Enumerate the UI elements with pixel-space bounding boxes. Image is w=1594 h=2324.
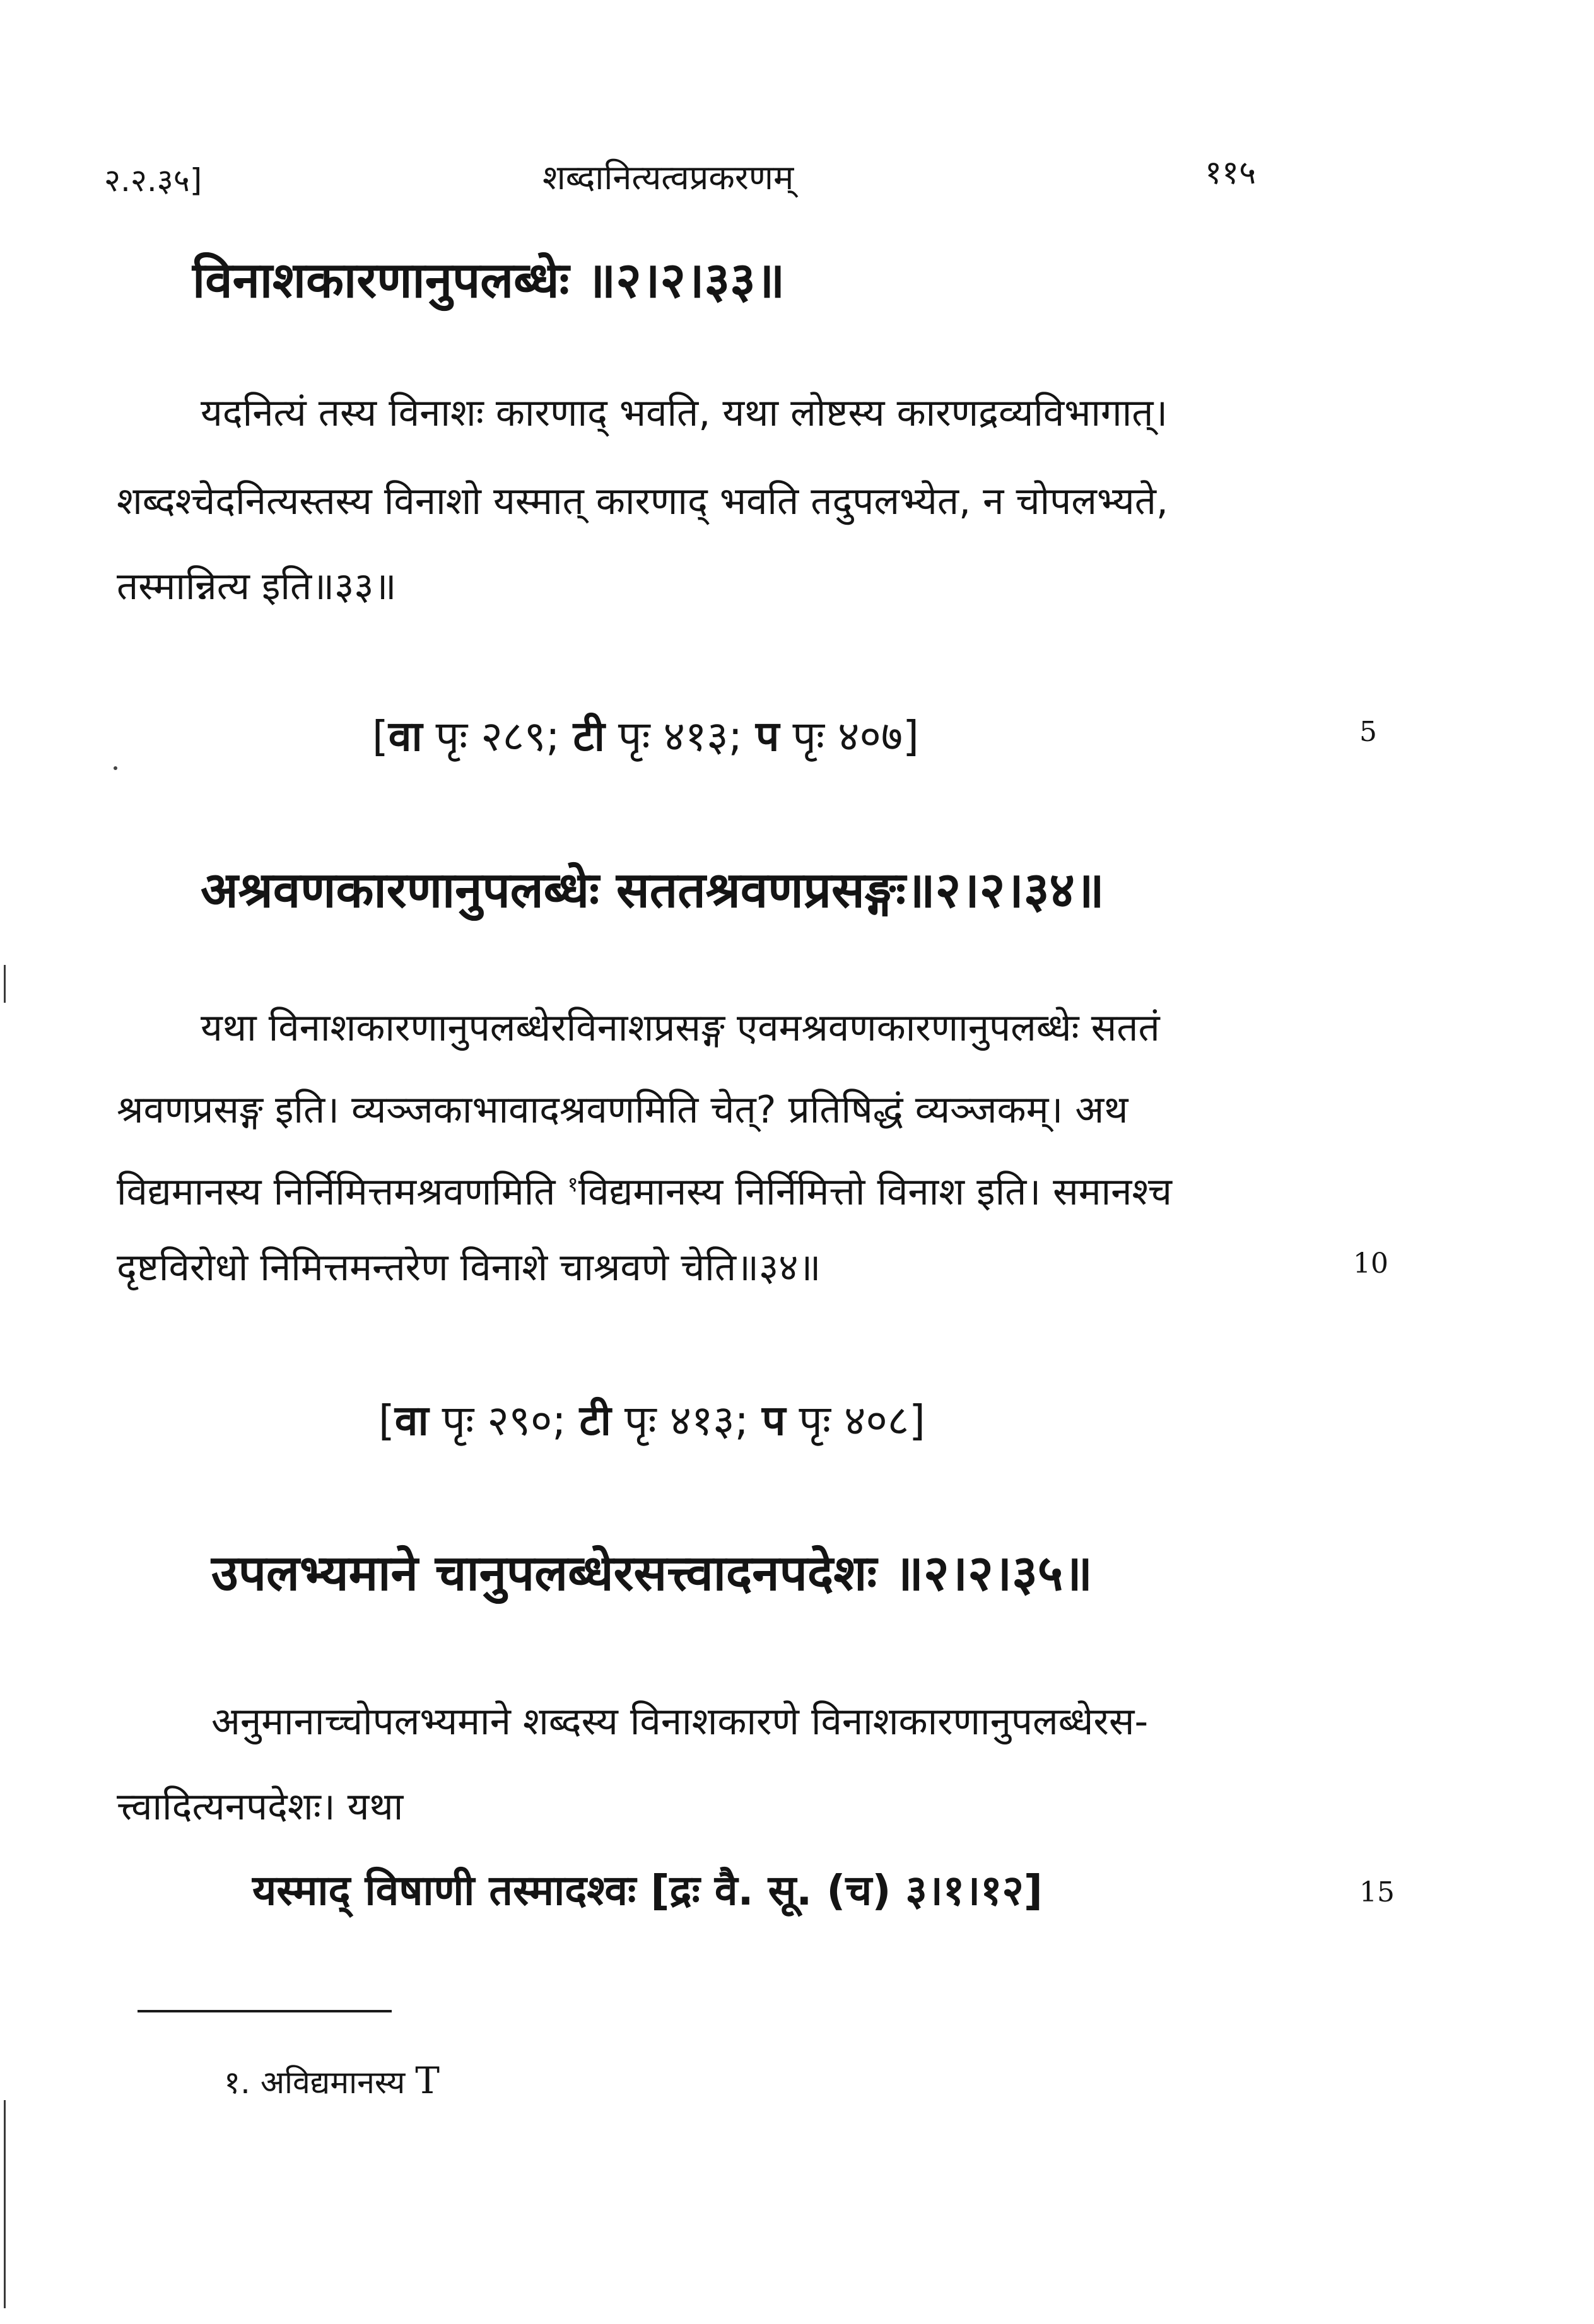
footnote-marker: १ (567, 1172, 578, 1196)
ref-ti-page: पृः ४१३; (611, 1396, 762, 1445)
ref-va-abbrev: वा (394, 1396, 429, 1445)
header-page-number: ११५ (1205, 154, 1257, 192)
commentary-34-line-4: दृष्टविरोधो निमित्तमन्तरेण विनाशे चाश्रवणे चेति॥३४॥ (117, 1246, 821, 1290)
footnote-1 (224, 2059, 440, 2103)
ref-va-page: पृः २९०; (428, 1396, 580, 1445)
ref-va-page: पृः २८९; (422, 712, 573, 761)
commentary-34-line-3 (117, 1170, 1173, 1214)
commentary-33-line-1: यदनित्यं तस्य विनाशः कारणाद् भवति, यथा लोष्टस्य कारणद्रव्यविभागात्। (201, 391, 1168, 435)
commentary-33-line-2: शब्दश्चेदनित्यस्तस्य विनाशो यस्मात् कारणाद् भवति तदुपलभ्येत, न चोपलभ्यते, (117, 479, 1168, 523)
ref-pa-abbrev: प (755, 712, 780, 761)
ref-va-abbrev: वा (388, 712, 423, 761)
ref-ti-page: पृः ४१३; (604, 712, 756, 761)
ref-pa-page: पृः ४०८ (785, 1396, 910, 1445)
ref-open-bracket: [ (372, 712, 389, 761)
footnote-source-siglum: T (415, 2059, 440, 2102)
line-number-15: 15 (1359, 1876, 1395, 1908)
commentary-34-line-3-part-a: विद्यमानस्य निर्निमित्तमश्रवणमिति (117, 1170, 568, 1214)
footnote-number: १. (224, 2064, 250, 2101)
cross-reference-34 (378, 1391, 925, 1447)
commentary-34-line-1: यथा विनाशकारणानुपलब्धेरविनाशप्रसङ्ग एवमश्रवणकारणानुपलब्धेः सततं (201, 1006, 1160, 1050)
ref-ti-abbrev: टी (573, 712, 605, 761)
header-chapter-title: शब्दानित्यत्वप्रकरणम् (542, 158, 794, 197)
ref-close-bracket: ] (903, 712, 919, 761)
sutra-35-heading: उपलभ्यमाने चानुपलब्धेरसत्त्वादनपदेशः ॥२।२।३५॥ (211, 1545, 1093, 1602)
commentary-34-line-3-part-b: विद्यमानस्य निर्निमित्तो विनाश इति। समानश्च (578, 1170, 1173, 1214)
ref-ti-abbrev: टी (579, 1396, 611, 1445)
header-section-number: २.२.३५] (104, 162, 202, 199)
ref-open-bracket: [ (378, 1396, 395, 1445)
scan-edge-mark (4, 965, 6, 1003)
line-number-10: 10 (1353, 1247, 1388, 1280)
line-number-5: 5 (1359, 716, 1377, 748)
commentary-35-line-2: त्त्वादित्यनपदेशः। यथा (117, 1785, 404, 1829)
sutra-34-heading: अश्रवणकारणानुपलब्धेः सततश्रवणप्रसङ्गः॥२।२।३४॥ (201, 862, 1105, 919)
commentary-33-line-3: तस्मान्नित्य इति॥३३॥ (117, 564, 397, 609)
commentary-34-line-2: श्रवणप्रसङ्ग इति। व्यञ्जकाभावादश्रवणमिति चेत्? प्रतिषिद्धं व्यञ्जकम्। अथ (117, 1088, 1128, 1132)
cross-reference-33 (372, 706, 919, 763)
ref-pa-abbrev: प (761, 1396, 786, 1445)
commentary-35-line-1: अनुमानाच्चोपलभ्यमाने शब्दस्य विनाशकारणे विनाशकारणानुपलब्धेरस- (211, 1700, 1149, 1744)
scan-speck (114, 766, 117, 770)
sutra-33-heading: विनाशकारणानुपलब्धेः ॥२।२।३३॥ (192, 252, 785, 309)
footnote-separator-rule (138, 2010, 392, 2012)
ref-close-bracket: ] (909, 1396, 925, 1445)
ref-pa-page: पृः ४०७ (779, 712, 903, 761)
scan-edge-mark (4, 2100, 6, 2308)
quoted-example: यस्माद् विषाणी तस्मादश्वः [द्रः वै. सू. (च) ३।१।१२] (252, 1866, 1043, 1915)
footnote-text: अविद्यमानस्य (260, 2064, 406, 2101)
